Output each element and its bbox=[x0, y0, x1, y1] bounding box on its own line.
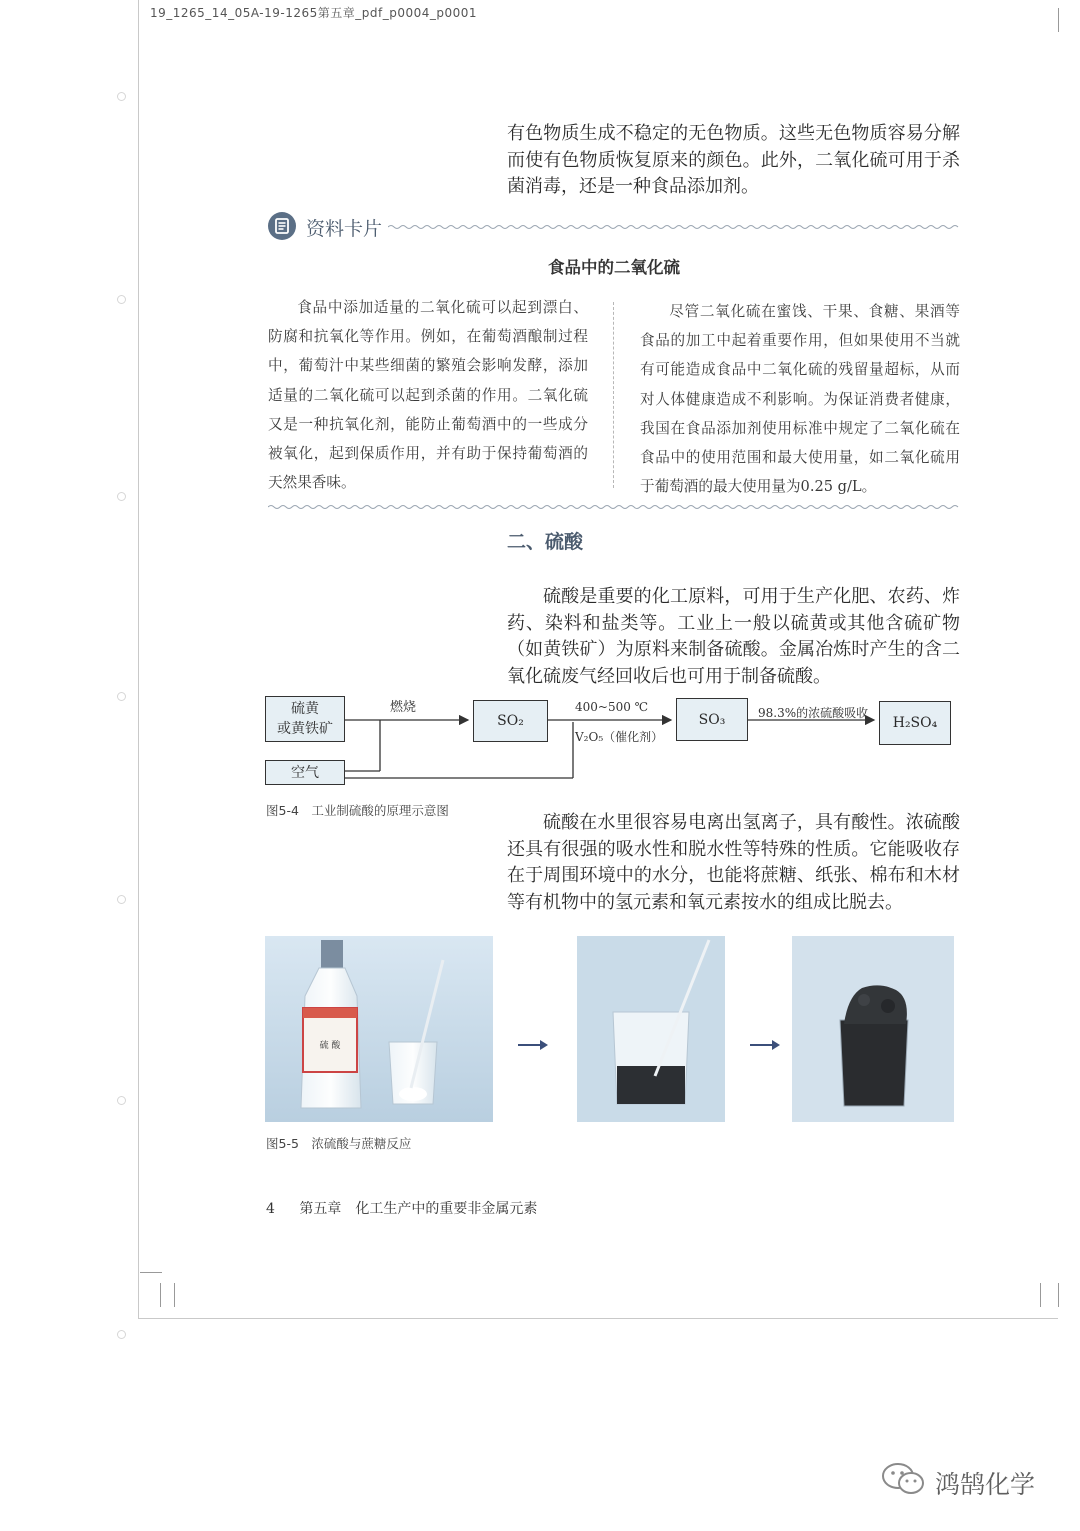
arrow-right-icon bbox=[750, 1044, 778, 1046]
air-box: 空气 bbox=[265, 760, 345, 785]
raw-material-line-1: 硫黄 bbox=[291, 701, 319, 717]
sulfuric-acid-paragraph-1: 硫酸是重要的化工原料，可用于生产化肥、农药、炸药、染料和盐类等。工业上一般以硫黄或其他含硫矿物（如黄铁矿）为原料来制备硫酸。金属冶炼时产生的含二氧化硫废气经回收后也可用于制备硫酸。 bbox=[507, 586, 960, 687]
page-number: 4 bbox=[266, 1201, 275, 1217]
process-diagram bbox=[265, 690, 955, 790]
binding-hole-mark bbox=[117, 295, 126, 304]
figure-caption-5-4: 图5-4 工业制硫酸的原理示意图 bbox=[266, 803, 449, 818]
sulfuric-acid-paragraph-2: 硫酸在水里很容易电离出氢离子，具有酸性。浓硫酸还具有很强的吸水性和脱水性等特殊的性质。它能吸收存在于周围环境中的水分，也能将蔗糖、纸张、棉布和木材等有机物中的氢元素和氧元素按水的组成比脱去。 bbox=[507, 812, 960, 913]
binding-hole-mark bbox=[117, 92, 126, 101]
raw-material-line-2: 或黄铁矿 bbox=[277, 721, 333, 737]
wavy-divider bbox=[268, 504, 960, 510]
crop-mark bbox=[1058, 8, 1059, 32]
so2-box: SO₂ bbox=[473, 700, 548, 742]
wechat-logo-icon bbox=[880, 1460, 928, 1502]
page-edge-left bbox=[138, 0, 139, 1318]
watermark-text: 鸿鹄化学 bbox=[935, 1470, 1036, 1499]
label-temperature: 400~500 ℃ bbox=[575, 700, 649, 714]
so3-box: SO₃ bbox=[676, 698, 748, 741]
data-card-left-column: 食品中添加适量的二氧化硫可以起到漂白、防腐和抗氧化等作用。例如，在葡萄酒酿制过程中，葡萄汁中某些细菌的繁殖会影响发酵，添加适量的二氧化硫可以起到杀菌的作用。二氧化硫又是一种抗氧化剂，能防止葡萄酒中的一些成分被氧化，起到保质作用，并有助于保持葡萄酒的天然果香味。 bbox=[268, 299, 588, 492]
column-divider bbox=[613, 302, 614, 488]
arrow-right-icon bbox=[518, 1044, 546, 1046]
crop-mark bbox=[1058, 1283, 1059, 1307]
wavy-divider bbox=[388, 224, 960, 230]
figure-caption-5-5: 图5-5 浓硫酸与蔗糖反应 bbox=[266, 1136, 412, 1151]
page-footer bbox=[266, 1198, 537, 1218]
binding-hole-mark bbox=[117, 692, 126, 701]
crop-mark bbox=[160, 1283, 161, 1307]
page-edge-bottom bbox=[138, 1318, 1058, 1319]
section-title: 二、硫酸 bbox=[507, 531, 584, 553]
binding-hole-mark bbox=[117, 1096, 126, 1105]
binding-hole-mark bbox=[117, 895, 126, 904]
photo-bottle-and-sugar bbox=[265, 936, 493, 1122]
binding-hole-mark bbox=[117, 492, 126, 501]
raw-material-box bbox=[265, 696, 345, 742]
photo-carbon-column bbox=[792, 936, 954, 1122]
label-catalyst: V₂O₅（催化剂） bbox=[575, 730, 664, 744]
data-card-right-column: 尽管二氧化硫在蜜饯、干果、食糖、果酒等食品的加工中起着重要作用，但如果使用不当就有可能造成食品中二氧化硫的残留量超标，从而对人体健康造成不利影响。为保证消费者健康，我国在食品添加剂使用标准中规定了二氧化硫在食品中的使用范围和最大使用量，如二氧化硫用于葡萄酒的最大使用量为0.25 g/L。 bbox=[640, 303, 960, 496]
h2so4-box: H₂SO₄ bbox=[879, 701, 951, 745]
data-card-header-label: 资料卡片 bbox=[306, 218, 383, 240]
scan-header-text: 19_1265_14_05A-19-1265第五章_pdf_p0004_p0001 bbox=[150, 6, 478, 20]
data-card-header bbox=[268, 210, 960, 242]
crop-mark bbox=[174, 1283, 175, 1307]
crop-mark bbox=[140, 1272, 162, 1273]
photo-blackening-sugar bbox=[577, 936, 725, 1122]
crop-mark bbox=[1040, 1283, 1041, 1307]
data-card-title: 食品中的二氧化硫 bbox=[548, 258, 680, 277]
document-list-icon bbox=[268, 212, 296, 240]
label-absorb: 98.3%的浓硫酸吸收 bbox=[758, 706, 869, 720]
intro-paragraph: 有色物质生成不稳定的无色物质。这些无色物质容易分解而使有色物质恢复原来的颜色。此外，二氧化硫可用于杀菌消毒，还是一种食品添加剂。 bbox=[507, 123, 960, 197]
label-burn: 燃烧 bbox=[390, 700, 417, 715]
chapter-title: 第五章 化工生产中的重要非金属元素 bbox=[299, 1201, 538, 1217]
bottle-label-text: 硫 酸 bbox=[319, 1041, 341, 1051]
binding-hole-mark bbox=[117, 1330, 126, 1339]
